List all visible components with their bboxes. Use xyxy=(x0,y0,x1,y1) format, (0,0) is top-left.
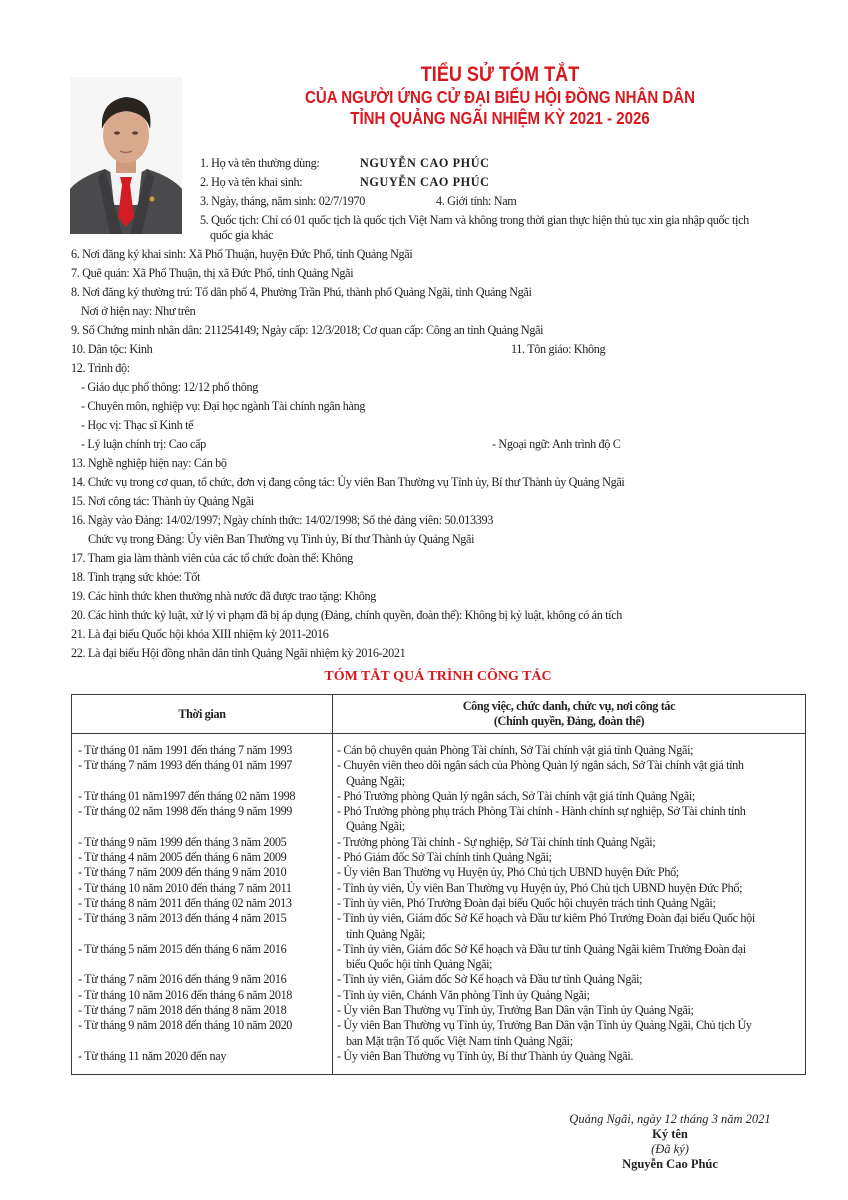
work-period: - Từ tháng 7 năm 1993 đến tháng 01 năm 1997 xyxy=(78,758,293,773)
work-period: - Từ tháng 10 năm 2010 đến tháng 7 năm 2011 xyxy=(78,880,292,895)
work-period: - Từ tháng 9 năm 1999 đến tháng 3 năm 2005 xyxy=(78,834,287,849)
table-header-row xyxy=(72,695,806,734)
work-position xyxy=(333,988,805,1003)
work-position-continued: Quảng Ngãi; xyxy=(346,773,405,788)
work-period: - Từ tháng 9 năm 2018 đến tháng 10 năm 2020 xyxy=(78,1018,293,1033)
work-history-table xyxy=(71,694,806,1075)
work-period: - Từ tháng 01 năm1997 đến tháng 02 năm 1998 xyxy=(78,788,296,803)
work-period: - Từ tháng 3 năm 2013 đến tháng 4 năm 2015 xyxy=(78,911,287,926)
work-position-text: - Phó Trưởng phòng phụ trách Phòng Tài chính - Hành chính sự nghiệp, Sở Tài chính tỉnh xyxy=(337,804,746,819)
current-occupation: 13. Nghề nghiệp hiện nay: Cán bộ xyxy=(71,456,227,470)
work-position xyxy=(333,789,805,804)
work-position-continued: biểu Quốc hội tỉnh Quảng Ngãi; xyxy=(346,957,493,972)
education-degree: - Học vị: Thạc sĩ Kinh tế xyxy=(81,418,194,432)
work-position-continued: tỉnh Quảng Ngãi; xyxy=(346,926,426,941)
ethnicity: 10. Dân tộc: Kinh xyxy=(71,342,153,356)
education-heading: 12. Trình độ: xyxy=(71,361,130,375)
work-period: - Từ tháng 11 năm 2020 đến nay xyxy=(78,1048,227,1063)
birth-name-value: NGUYỄN CAO PHÚC xyxy=(360,175,490,189)
health-status: 18. Tình trạng sức khỏe: Tốt xyxy=(71,570,201,584)
work-period: - Từ tháng 02 năm 1998 đến tháng 9 năm 1999 xyxy=(78,804,293,819)
job-column-header xyxy=(333,695,806,734)
gender: 4. Giới tính: Nam xyxy=(436,194,517,208)
work-period: - Từ tháng 7 năm 2016 đến tháng 9 năm 2016 xyxy=(78,972,287,987)
work-position xyxy=(333,1018,805,1049)
work-period: - Từ tháng 10 năm 2016 đến tháng 6 năm 2018 xyxy=(78,987,293,1002)
common-name-label: 1. Họ và tên thường dùng: xyxy=(200,156,320,170)
table-body-row xyxy=(72,734,806,1075)
work-period: - Từ tháng 7 năm 2009 đến tháng 9 năm 2010 xyxy=(78,865,287,880)
portrait-photo-icon xyxy=(70,77,182,234)
job-header-line-1: Công việc, chức danh, chức vụ, nơi công tác xyxy=(462,699,676,713)
work-period: - Từ tháng 01 năm 1991 đến tháng 7 năm 1993 xyxy=(78,743,293,757)
job-header-line-2: (Chính quyền, Đảng, đoàn thể) xyxy=(493,714,645,728)
permanent-residence: 8. Nơi đăng ký thường trú: Tổ dân phố 4, Phường Trần Phú, thành phố Quảng Ngãi, tỉnh Quảng Ngãi xyxy=(71,285,532,299)
work-position xyxy=(333,1049,805,1064)
document-title: TIỂU SỬ TÓM TẮT xyxy=(420,63,580,86)
work-position xyxy=(333,850,805,865)
time-column-header xyxy=(72,695,333,734)
work-position-text: - Tỉnh ủy viên, Giám đốc Sở Kế hoạch và Đầu tư kiêm Phó Trưởng Đoàn đại biểu Quốc hội xyxy=(337,911,755,926)
common-name-value: NGUYỄN CAO PHÚC xyxy=(360,156,490,170)
work-position xyxy=(333,743,805,758)
work-position-text: - Cán bộ chuyên quản Phòng Tài chính, Sở Tài chính vật giá tỉnh Quảng Ngãi; xyxy=(337,743,694,757)
work-position-text: - Ủy viên Ban Thường vụ Tỉnh ủy, Bí thư Thành ủy Quảng Ngãi. xyxy=(337,1048,634,1063)
work-position-text: - Tỉnh ủy viên, Chánh Văn phòng Tỉnh ủy Quảng Ngãi; xyxy=(337,987,590,1002)
work-position xyxy=(333,972,805,987)
work-position-text: - Ủy viên Ban Thường vụ Huyện ủy, Phó Chủ tịch UBND huyện Đức Phổ; xyxy=(337,865,679,880)
work-position xyxy=(333,911,805,942)
work-history-title: TÓM TẮT QUÁ TRÌNH CÔNG TÁC xyxy=(324,669,552,684)
work-position-text: - Ủy viên Ban Thường vụ Tỉnh ủy, Trưởng Ban Dân vận Tỉnh ủy Quảng Ngãi; xyxy=(337,1003,694,1018)
work-position-continued: Quảng Ngãi; xyxy=(346,819,405,834)
work-position-text: - Tỉnh ủy viên, Ủy viên Ban Thường vụ Huyện ủy, Phó Chủ tịch UBND huyện Đức Phổ; xyxy=(337,880,743,895)
document-subtitle-2: TỈNH QUẢNG NGÃI NHIỆM KỲ 2021 - 2026 xyxy=(350,108,650,128)
work-position-text: - Tỉnh ủy viên, Phó Trưởng Đoàn đại biểu Quốc hội chuyên trách tỉnh Quảng Ngãi; xyxy=(337,895,716,910)
work-position-text: - Tỉnh ủy viên, Giám đốc Sở Kế hoạch và Đầu tư tỉnh Quảng Ngãi; xyxy=(337,972,643,987)
work-position-continued: ban Mặt trận Tổ quốc Việt Nam tỉnh Quảng Ngãi; xyxy=(346,1033,573,1048)
work-position-text: - Trưởng phòng Tài chính - Sự nghiệp, Sở Tài chính tỉnh Quảng Ngãi; xyxy=(337,834,656,849)
work-position xyxy=(333,758,805,789)
national-assembly-term: 21. Là đại biểu Quốc hội khóa XIII nhiệm kỳ 2011-2016 xyxy=(71,627,329,641)
bio-item-1 xyxy=(200,155,319,171)
work-period: - Từ tháng 5 năm 2015 đến tháng 6 năm 2016 xyxy=(78,941,287,956)
party-position: Chức vụ trong Đảng: Ủy viên Ban Thường vụ Tỉnh ủy, Bí thư Thành ủy Quảng Ngãi xyxy=(88,532,475,546)
time-column xyxy=(72,734,333,1075)
education-professional: - Chuyên môn, nghiệp vụ: Đại học ngành Tài chính ngân hàng xyxy=(81,399,366,413)
work-position-text: - Phó Giám đốc Sở Tài chính tỉnh Quảng Ngãi; xyxy=(337,850,552,865)
organization-membership: 17. Tham gia làm thành viên của các tổ chức đoàn thể: Không xyxy=(71,551,353,565)
current-position: 14. Chức vụ trong cơ quan, tổ chức, đơn vị đang công tác: Ủy viên Ban Thường vụ Tỉnh ủy, Bí thư Thành ủy Quảng Ngãi xyxy=(71,475,625,489)
education-political-theory: - Lý luận chính trị: Cao cấp xyxy=(81,437,206,451)
birth-registration-place: 6. Nơi đăng ký khai sinh: Xã Phổ Thuận, huyện Đức Phổ, tỉnh Quảng Ngãi xyxy=(71,247,413,261)
signed-note: (Đã ký) xyxy=(651,1142,689,1156)
education-foreign-language: - Ngoại ngữ: Anh trình độ C xyxy=(492,437,621,451)
work-position xyxy=(333,896,805,911)
work-position-text: - Chuyên viên theo dõi ngân sách của Phòng Quản lý ngân sách, Sở Tài chính vật giá tỉnh xyxy=(337,758,744,773)
peoples-council-term: 22. Là đại biểu Hội đồng nhân dân tỉnh Quảng Ngãi nhiệm kỳ 2016-2021 xyxy=(71,646,406,660)
job-column xyxy=(333,734,806,1075)
candidate-portrait-photo xyxy=(70,77,182,234)
nationality-cont: quốc gia khác xyxy=(210,228,274,242)
nationality: 5. Quốc tịch: Chỉ có 01 quốc tịch là quốc tịch Việt Nam và không trong thời gian thực hiện thủ tục xin gia nhập quốc tịch xyxy=(200,213,749,227)
work-position xyxy=(333,881,805,896)
work-position xyxy=(333,804,805,835)
work-period: - Từ tháng 4 năm 2005 đến tháng 6 năm 2009 xyxy=(78,850,287,865)
work-period: - Từ tháng 8 năm 2011 đến tháng 02 năm 2013 xyxy=(78,895,292,910)
work-position xyxy=(333,865,805,880)
place-date: Quảng Ngãi, ngày 12 tháng 3 năm 2021 xyxy=(569,1112,771,1126)
work-period: - Từ tháng 7 năm 2018 đến tháng 8 năm 2018 xyxy=(78,1003,287,1018)
work-position-text: - Phó Trưởng phòng Quản lý ngân sách, Sở Tài chính vật giá tỉnh Quảng Ngãi; xyxy=(337,788,695,803)
party-membership: 16. Ngày vào Đảng: 14/02/1997; Ngày chính thức: 14/02/1998; Số thẻ đảng viên: 50.013393 xyxy=(71,513,493,527)
education-general: - Giáo dục phổ thông: 12/12 phổ thông xyxy=(81,380,258,394)
bio-item-2 xyxy=(200,174,302,190)
work-position-text: - Ủy viên Ban Thường vụ Tỉnh ủy, Trưởng Ban Dân vận Tỉnh ủy Quảng Ngãi, Chủ tịch Ủy xyxy=(337,1018,752,1033)
religion: 11. Tôn giáo: Không xyxy=(511,342,606,356)
current-residence: Nơi ở hiện nay: Như trên xyxy=(81,304,196,318)
signer-name: Nguyễn Cao Phúc xyxy=(622,1157,718,1171)
work-position xyxy=(333,1003,805,1018)
document-subtitle-1: CỦA NGƯỜI ỨNG CỬ ĐẠI BIỂU HỘI ĐỒNG NHÂN DÂN xyxy=(304,87,696,107)
workplace: 15. Nơi công tác: Thành ủy Quảng Ngãi xyxy=(71,494,254,508)
work-position xyxy=(333,835,805,850)
id-card-info: 9. Số Chứng minh nhân dân: 211254149; Ngày cấp: 12/3/2018; Cơ quan cấp: Công an tỉnh Quảng Ngãi xyxy=(71,323,544,337)
signature-block xyxy=(540,1112,800,1172)
sign-label: Ký tên xyxy=(652,1127,688,1141)
disciplinary-records: 20. Các hình thức kỷ luật, xử lý vi phạm đã bị áp dụng (Đảng, chính quyền, đoàn thể): Không bị kỷ luật, không có án tích xyxy=(71,608,623,622)
work-position-text: - Tỉnh ủy viên, Giám đốc Sở Kế hoạch và Đầu tư tỉnh Quảng Ngãi kiêm Trưởng Đoàn đại xyxy=(337,941,746,956)
document-title-block xyxy=(242,63,758,129)
hometown: 7. Quê quán: Xã Phổ Thuận, thị xã Đức Phổ, tỉnh Quảng Ngãi xyxy=(71,266,354,280)
birth-name-label: 2. Họ và tên khai sinh: xyxy=(200,175,303,189)
awards: 19. Các hình thức khen thưởng nhà nước đã được trao tặng: Không xyxy=(71,589,376,603)
birth-date: 3. Ngày, tháng, năm sinh: 02/7/1970 xyxy=(200,194,366,208)
work-position xyxy=(333,942,805,973)
time-header-label: Thời gian xyxy=(178,706,226,721)
